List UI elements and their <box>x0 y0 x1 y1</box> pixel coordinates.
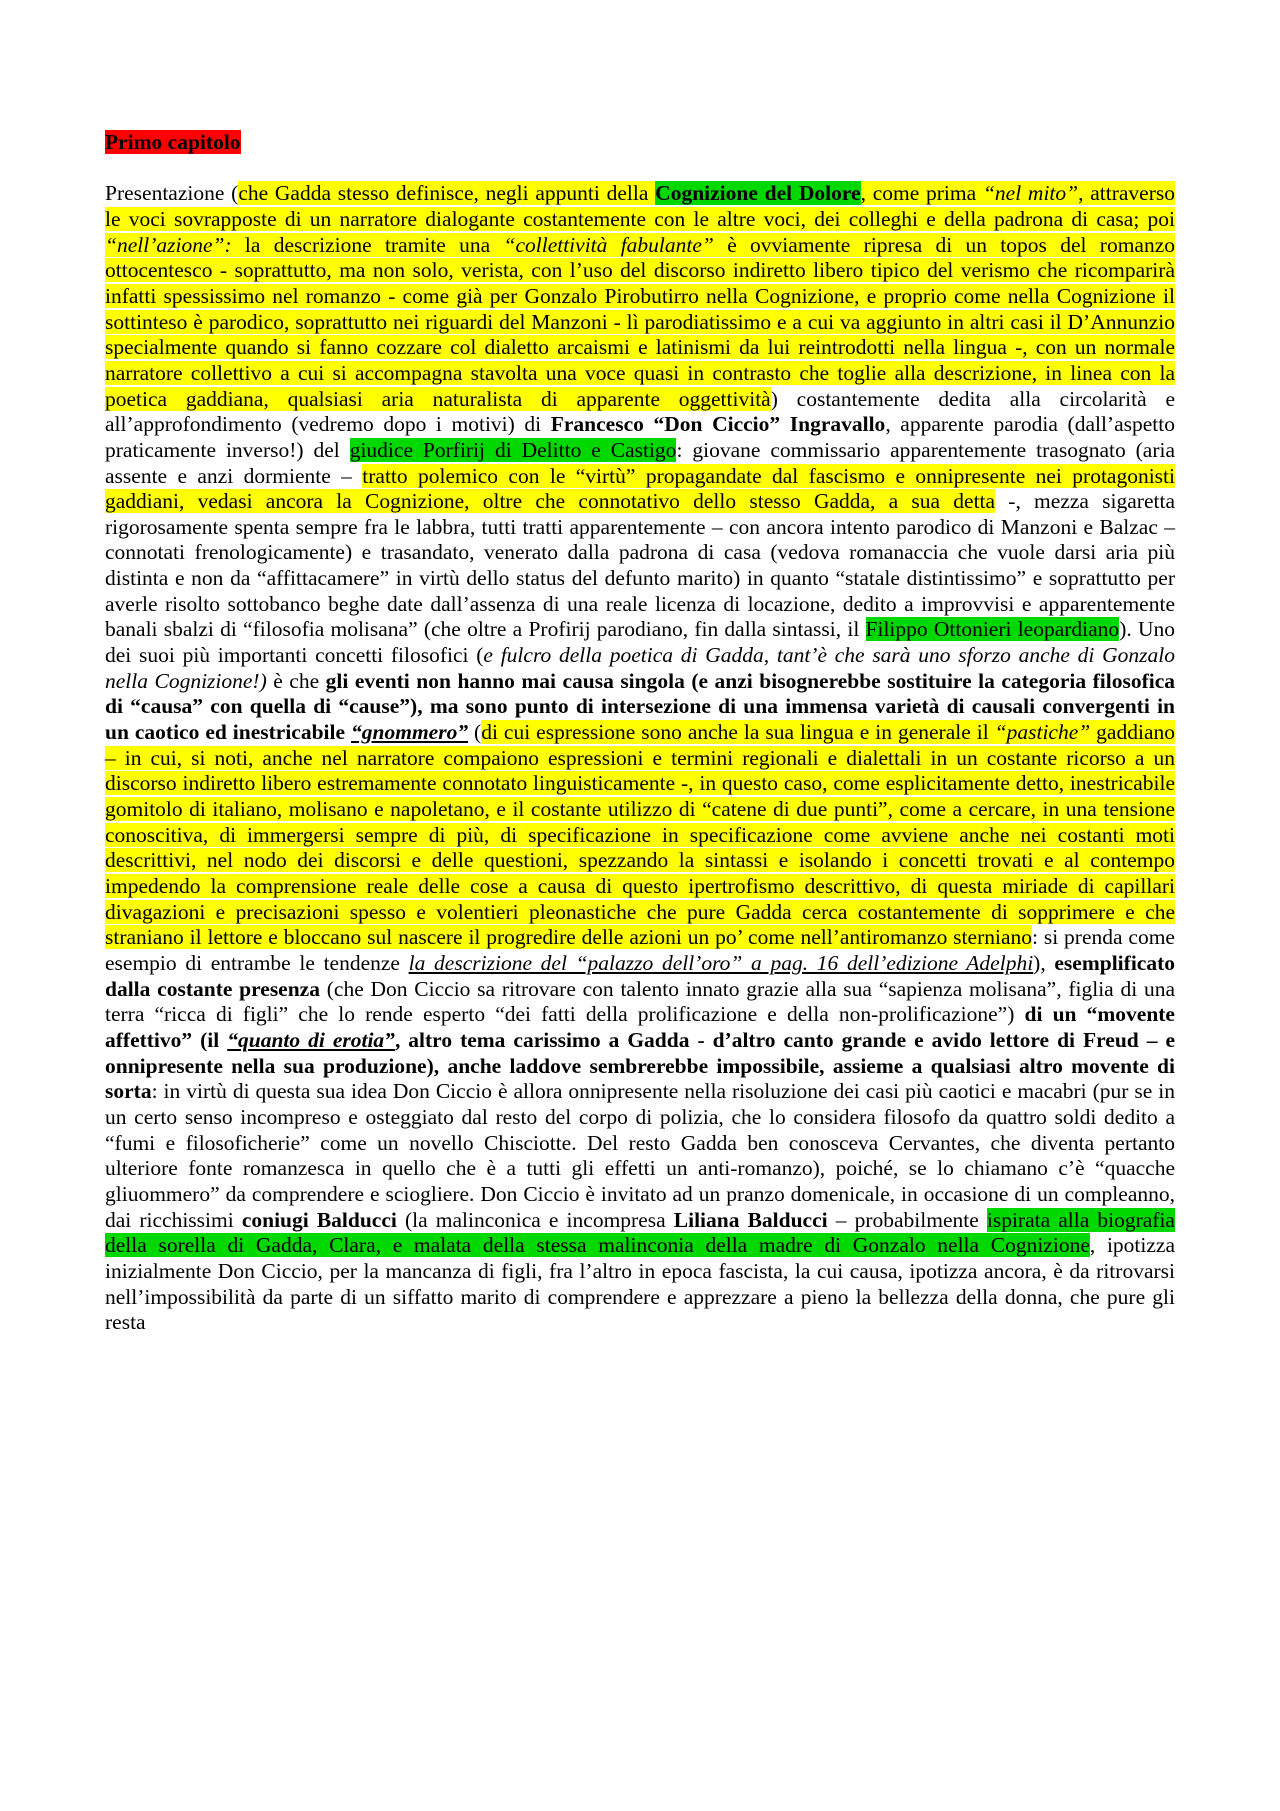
text-run: ) costantemente dedita alla circolarità e all’approfondimento (vedremo dopo i motivi) di <box>105 386 1175 437</box>
text-run: e fulcro della poetica di Gadda, tant’è che sarà uno sforzo anche di Gonzalo nella Cognizione!) <box>105 643 1175 693</box>
text-run: Presentazione ( <box>105 181 239 206</box>
text-run: “nel mito” <box>982 181 1079 206</box>
text-run: : si prenda come esempio di entrambe le tendenze <box>105 925 1175 975</box>
text-run: Liliana Balducci <box>673 1207 828 1232</box>
text-run: è ovviamente ripresa di un topos del romanzo ottocentesco - soprattutto, ma non solo, verista, con l’uso del discorso indiretto libero tipico del verismo che ricomparirà infatti spessissimo nel romanzo - come già per Gonzalo Pirobutirro nella Cognizione, e proprio come nella Cognizione il sottinteso è parodico, soprattutto nei riguardi del Manzoni - lì parodiatissimo e a cui va aggiunto in altri casi il D’Annunzio specialmente quando si fanno cozzare col dialetto arcaismi e latinismi da lui reintrodotti nella lingua -, con un normale narratore collettivo a cui si accompagna stavolta una voce quasi in contrasto che toglie alla descrizione, in linea con la poetica gaddiana, qualsiasi aria naturalista di apparente oggettività <box>105 232 1176 411</box>
text-run: ( <box>468 720 482 745</box>
text-run: “gnommero” <box>351 720 469 745</box>
text-run: “nell’azione”: <box>105 232 232 257</box>
chapter-title: Primo capitolo <box>105 130 241 154</box>
text-run: tratto polemico con le “virtù” propagandate dal fascismo e onnipresente nei protagonisti gaddiani, vedasi ancora la Cognizione, oltre che connotativo dello stesso Gadda, a sua detta <box>105 463 1175 514</box>
text-run: ispirata alla biografia della sorella di Gadda, Clara, e malata della stessa malinconia della madre di Gonzalo nella Cognizione <box>105 1207 1175 1258</box>
text-run: di cui espressione sono anche la sua lingua e in generale il <box>481 720 995 745</box>
text-run: è che <box>266 668 326 693</box>
text-run: , come prima <box>860 181 983 206</box>
text-run: : in virtù di questa sua idea Don Ciccio è allora onnipresente nella risoluzione dei casi più caotici e macabri (pur se in un certo senso incompreso e osteggiato dal resto del corpo di polizia, che lo considera filosofo da quattro soldi dedito a “fumi e filosoficherie” come un novello Chisciotte. Del resto Gadda ben conosceva Cervantes, che diventa pertanto ulteriore fonte romanzesca in quello che è a tutti gli effetti un anti-romanzo), poiché, se lo chiamano c’è “quacche gliuommero” da comprendere e sciogliere. Don Ciccio è invitato ad un pranzo domenicale, in occasione di un compleanno, dai ricchissimi <box>105 1079 1175 1232</box>
text-run: di un “movente affettivo” (il <box>105 1002 1175 1052</box>
text-run: la descrizione del “palazzo dell’oro” a pag. 16 dell’edizione Adelphi <box>408 950 1034 975</box>
text-run: , attraverso le voci sovrapposte di un narratore dialogante costantemente con le altre voci, dei colleghi e della padrona di casa; poi <box>105 181 1176 231</box>
text-run: -, mezza sigaretta rigorosamente spenta sempre fra le labbra, tutti tratti apparentemente – con ancora intento parodico di Manzoni e Balzac – connotati frenologicamente) e trasandato, venerato dalla padrona di casa (vedova romanaccia che vuole darsi aria più distinta e non da “affittacamere” in virtù dello status del defunto marito) in quanto “statale distintissimo” e soprattutto per averle risolto sottobanco beghe date dall’assenza di una reale licenza di locazione, dedito a improvvisi e apparentemente banali sbalzi di “filosofia molisana” (che oltre a Profirij parodiano, fin dalla sintassi, il <box>105 489 1175 642</box>
text-run: coniugi Balducci <box>241 1207 397 1232</box>
text-run: “collettività fabulante” <box>503 232 714 257</box>
text-run: che Gadda stesso definisce, negli appunti della <box>238 181 656 206</box>
text-run: Filippo Ottonieri leopardiano <box>865 617 1120 642</box>
text-run: , altro tema carissimo a Gadda - d’altro canto grande e avido lettore di Freud – e onnipresente nella sua produzione), anche laddove sembrerebbe impossibile, assieme a qualsiasi altro movente di sorta <box>105 1027 1176 1104</box>
text-run: “pastiche” <box>994 720 1091 745</box>
body-paragraph <box>105 181 1175 1336</box>
text-run: gli eventi non hanno mai causa singola (e anzi bisognerebbe sostituire la categoria filosofica di “causa” con quella di “cause”), ma sono punto di intersezione di una immensa varietà di causali convergenti in un caotico ed inestricabile <box>105 668 1176 745</box>
text-run: “quanto di erotia” <box>227 1027 395 1052</box>
text-run: giudice Porfirij di Delitto e Castigo <box>349 437 677 462</box>
text-run: (la malinconica e incompresa <box>396 1207 674 1232</box>
text-run: (che Don Ciccio sa ritrovare con talento innato grazie alla sua “sapienza molisana”, figlia di una terra “ricca di figli” che lo rende esperto “dei fatti della prolificazione e della non-prolificazione”) <box>105 976 1176 1027</box>
text-run: ), <box>1033 950 1055 975</box>
text-run: : giovane commissario apparentemente trasognato (aria assente e anzi dormiente – <box>105 437 1176 488</box>
text-run: Francesco “Don Ciccio” Ingravallo <box>550 412 886 437</box>
text-run: la descrizione tramite una <box>231 232 504 257</box>
text-run: , ipotizza inizialmente Don Ciccio, per la mancanza di figli, fra l’altro in epoca fascista, la cui causa, ipotizza ancora, è da ritrovarsi nell’impossibilità da parte di un siffatto marito di comprendere e apprezzare a pieno la bellezza della donna, che pure gli resta <box>105 1233 1175 1335</box>
text-run: esemplificato dalla costante presenza <box>105 950 1175 1001</box>
text-run: Cognizione del Dolore <box>655 181 861 206</box>
text-run: , apparente parodia (dall’aspetto praticamente inverso!) del <box>105 412 1175 462</box>
text-run: – probabilmente <box>827 1207 987 1232</box>
title-line <box>105 130 1175 156</box>
text-run: gaddiano – in cui, si noti, anche nel narratore compaiono espressioni e termini regionali e dialettali in un costante ricorso a un discorso indiretto libero estremamente connotato linguisticamente -, in questo caso, come esplicitamente detto, inestricabile gomitolo di italiano, molisano e napoletano, e il costante utilizzo di “catene di due punti”, come a cercare, in una tensione conoscitiva, di immergersi sempre di più, di specificazione in specificazione come avviene anche nei costanti moti descrittivi, nel nodo dei discorsi e delle questioni, spezzando la sintassi e isolando i concetti trovati e al contempo impedendo la comprensione reale delle cose a causa di questo ipertrofismo descrittivo, di questa miriade di capillari divagazioni e precisazioni spesso e volentieri pleonastiche che pure Gadda cerca costantemente di sopprimere e che straniano il lettore e bloccano sul nascere il progredire delle azioni un po’ come nell’antiromanzo sterniano <box>105 720 1175 950</box>
text-run: ). Uno dei suoi più importanti concetti filosofici ( <box>105 617 1175 668</box>
